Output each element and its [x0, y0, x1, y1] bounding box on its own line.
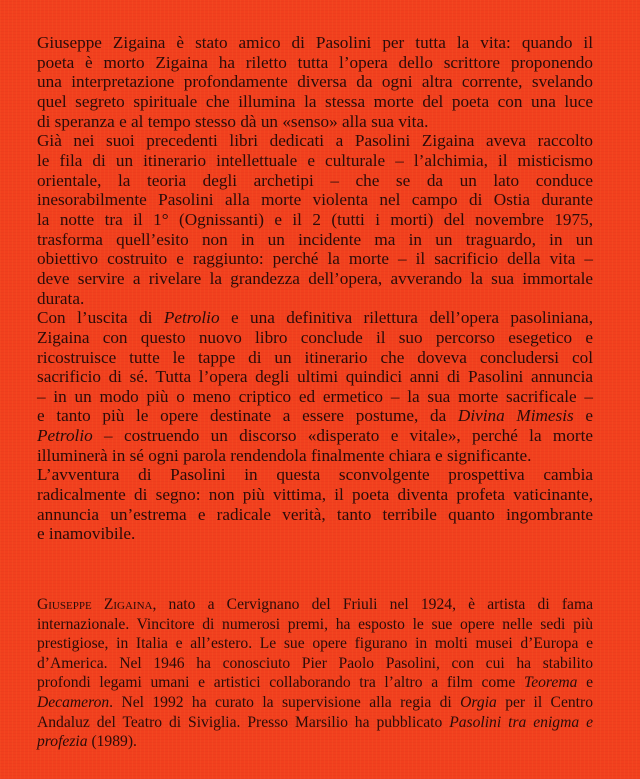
text-line: quel segreto spirituale che illumina la stessa morte del poeta con una luce	[37, 91, 593, 111]
text-line: Petrolio – costruendo un discorso «disperato e vitale», perché la morte	[37, 426, 593, 446]
text-line: annuncia un’estrema e radicale verità, tanto terribile quanto ingombrante	[37, 504, 593, 524]
text-line: poeta è morto Zigaina ha riletto tutta l’opera dello scrittore proponendo	[37, 52, 593, 72]
text-line: le fila di un itinerario intellettuale e culturale – l’alchimia, il misticismo	[37, 150, 593, 170]
text-line: deve servire a rivelare la grandezza dell’opera, avverando la sua immortale	[37, 268, 593, 288]
text-line: una interpretazione profondamente diversa da ogni altra corrente, svelando	[37, 72, 593, 92]
text-line: ricostruisce tutte le tappe di un itinerario che doveva concludersi col	[37, 347, 593, 367]
bio-line: d’America. Nel 1946 ha conosciuto Pier Paolo Pasolini, con cui ha stabilito	[37, 654, 593, 672]
author-bio	[37, 595, 593, 752]
bio-line: Decameron. Nel 1992 ha curato la supervisione alla regia di Orgia per il Centro	[37, 693, 593, 711]
bio-line: prestigiose, in Italia e all’estero. Le sue opere figurano in molti musei d’Europa e	[37, 635, 593, 653]
text-line: sacrificio di sé. Tutta l’opera degli ultimi quindici anni di Pasolini annuncia	[37, 367, 593, 387]
back-cover-blurb	[37, 33, 593, 544]
italic-title: Teorema	[523, 674, 578, 692]
text-line: di speranza e al tempo stesso dà un «senso» alla sua vita.	[37, 111, 429, 131]
italic-title: Orgia	[460, 693, 497, 711]
bio-line: Andaluz del Teatro di Siviglia. Presso Marsilio ha pubblicato Pasolini tra enigma e	[37, 713, 593, 731]
text-line: Già nei suoi precedenti libri dedicati a Pasolini Zigaina aveva raccolto	[37, 131, 593, 151]
bio-line: internazionale. Vincitore di numerosi premi, ha esposto le sue opere nelle sedi più	[37, 615, 593, 633]
italic-title: Petrolio	[163, 308, 220, 328]
italic-title: Petrolio	[37, 426, 93, 446]
text-line: durata.	[37, 288, 85, 308]
text-line: orientale, la teoria degli archetipi – che se da un lato conduce	[37, 170, 593, 190]
author-name: Giuseppe Zigaina	[37, 596, 153, 613]
bio-line: Giuseppe Zigaina, nato a Cervignano del Friuli nel 1924, è artista di fama	[37, 596, 593, 613]
text-line: Con l’uscita di Petrolio e una definitiva rilettura dell’opera pasoliniana,	[37, 308, 593, 328]
italic-title: Decameron	[37, 693, 110, 711]
text-line: radicalmente di segno: non più vittima, il poeta diventa profeta vaticinante,	[37, 485, 593, 505]
italic-title: Pasolini tra enigma e	[449, 713, 593, 731]
text-line: – in un modo più o meno criptico ed ermetico – la sua morte sacrificale –	[37, 386, 593, 406]
italic-title: Divina Mimesis	[457, 406, 574, 426]
blurb-paragraph	[37, 465, 593, 544]
text-line: illuminerà in sé ogni parola rendendola finalmente chiara e significante.	[37, 445, 532, 465]
blurb-paragraph	[37, 308, 593, 465]
bio-line: profondi legami umani e artistici collaborando tra l’altro a film come Teorema e	[37, 674, 593, 692]
text-line: la notte tra il 1° (Ognissanti) e il 2 (tutti i morti) del novembre 1975,	[37, 209, 593, 229]
text-line: L’avventura di Pasolini in questa sconvolgente prospettiva cambia	[37, 465, 593, 485]
text-line: obiettivo costruito e raggiunto: perché la morte – il sacrificio della vita –	[37, 249, 593, 269]
blurb-paragraph	[37, 131, 593, 308]
italic-title: profezia	[37, 733, 88, 751]
text-line: Giuseppe Zigaina è stato amico di Pasolini per tutta la vita: quando il	[37, 33, 593, 52]
text-line: e tanto più le opere destinate a essere postume, da Divina Mimesis e	[37, 406, 593, 426]
blurb-paragraph	[37, 33, 593, 131]
bio-line: profezia (1989).	[37, 733, 137, 751]
text-line: trasforma quell’esito non in un incidente ma in un traguardo, in un	[37, 229, 593, 249]
text-line: Zigaina con questo nuovo libro conclude il suo percorso esegetico e	[37, 327, 593, 347]
text-line: e inamovibile.	[37, 524, 136, 544]
text-line: inesorabilmente Pasolini alla morte violenta nel campo di Ostia durante	[37, 190, 593, 210]
